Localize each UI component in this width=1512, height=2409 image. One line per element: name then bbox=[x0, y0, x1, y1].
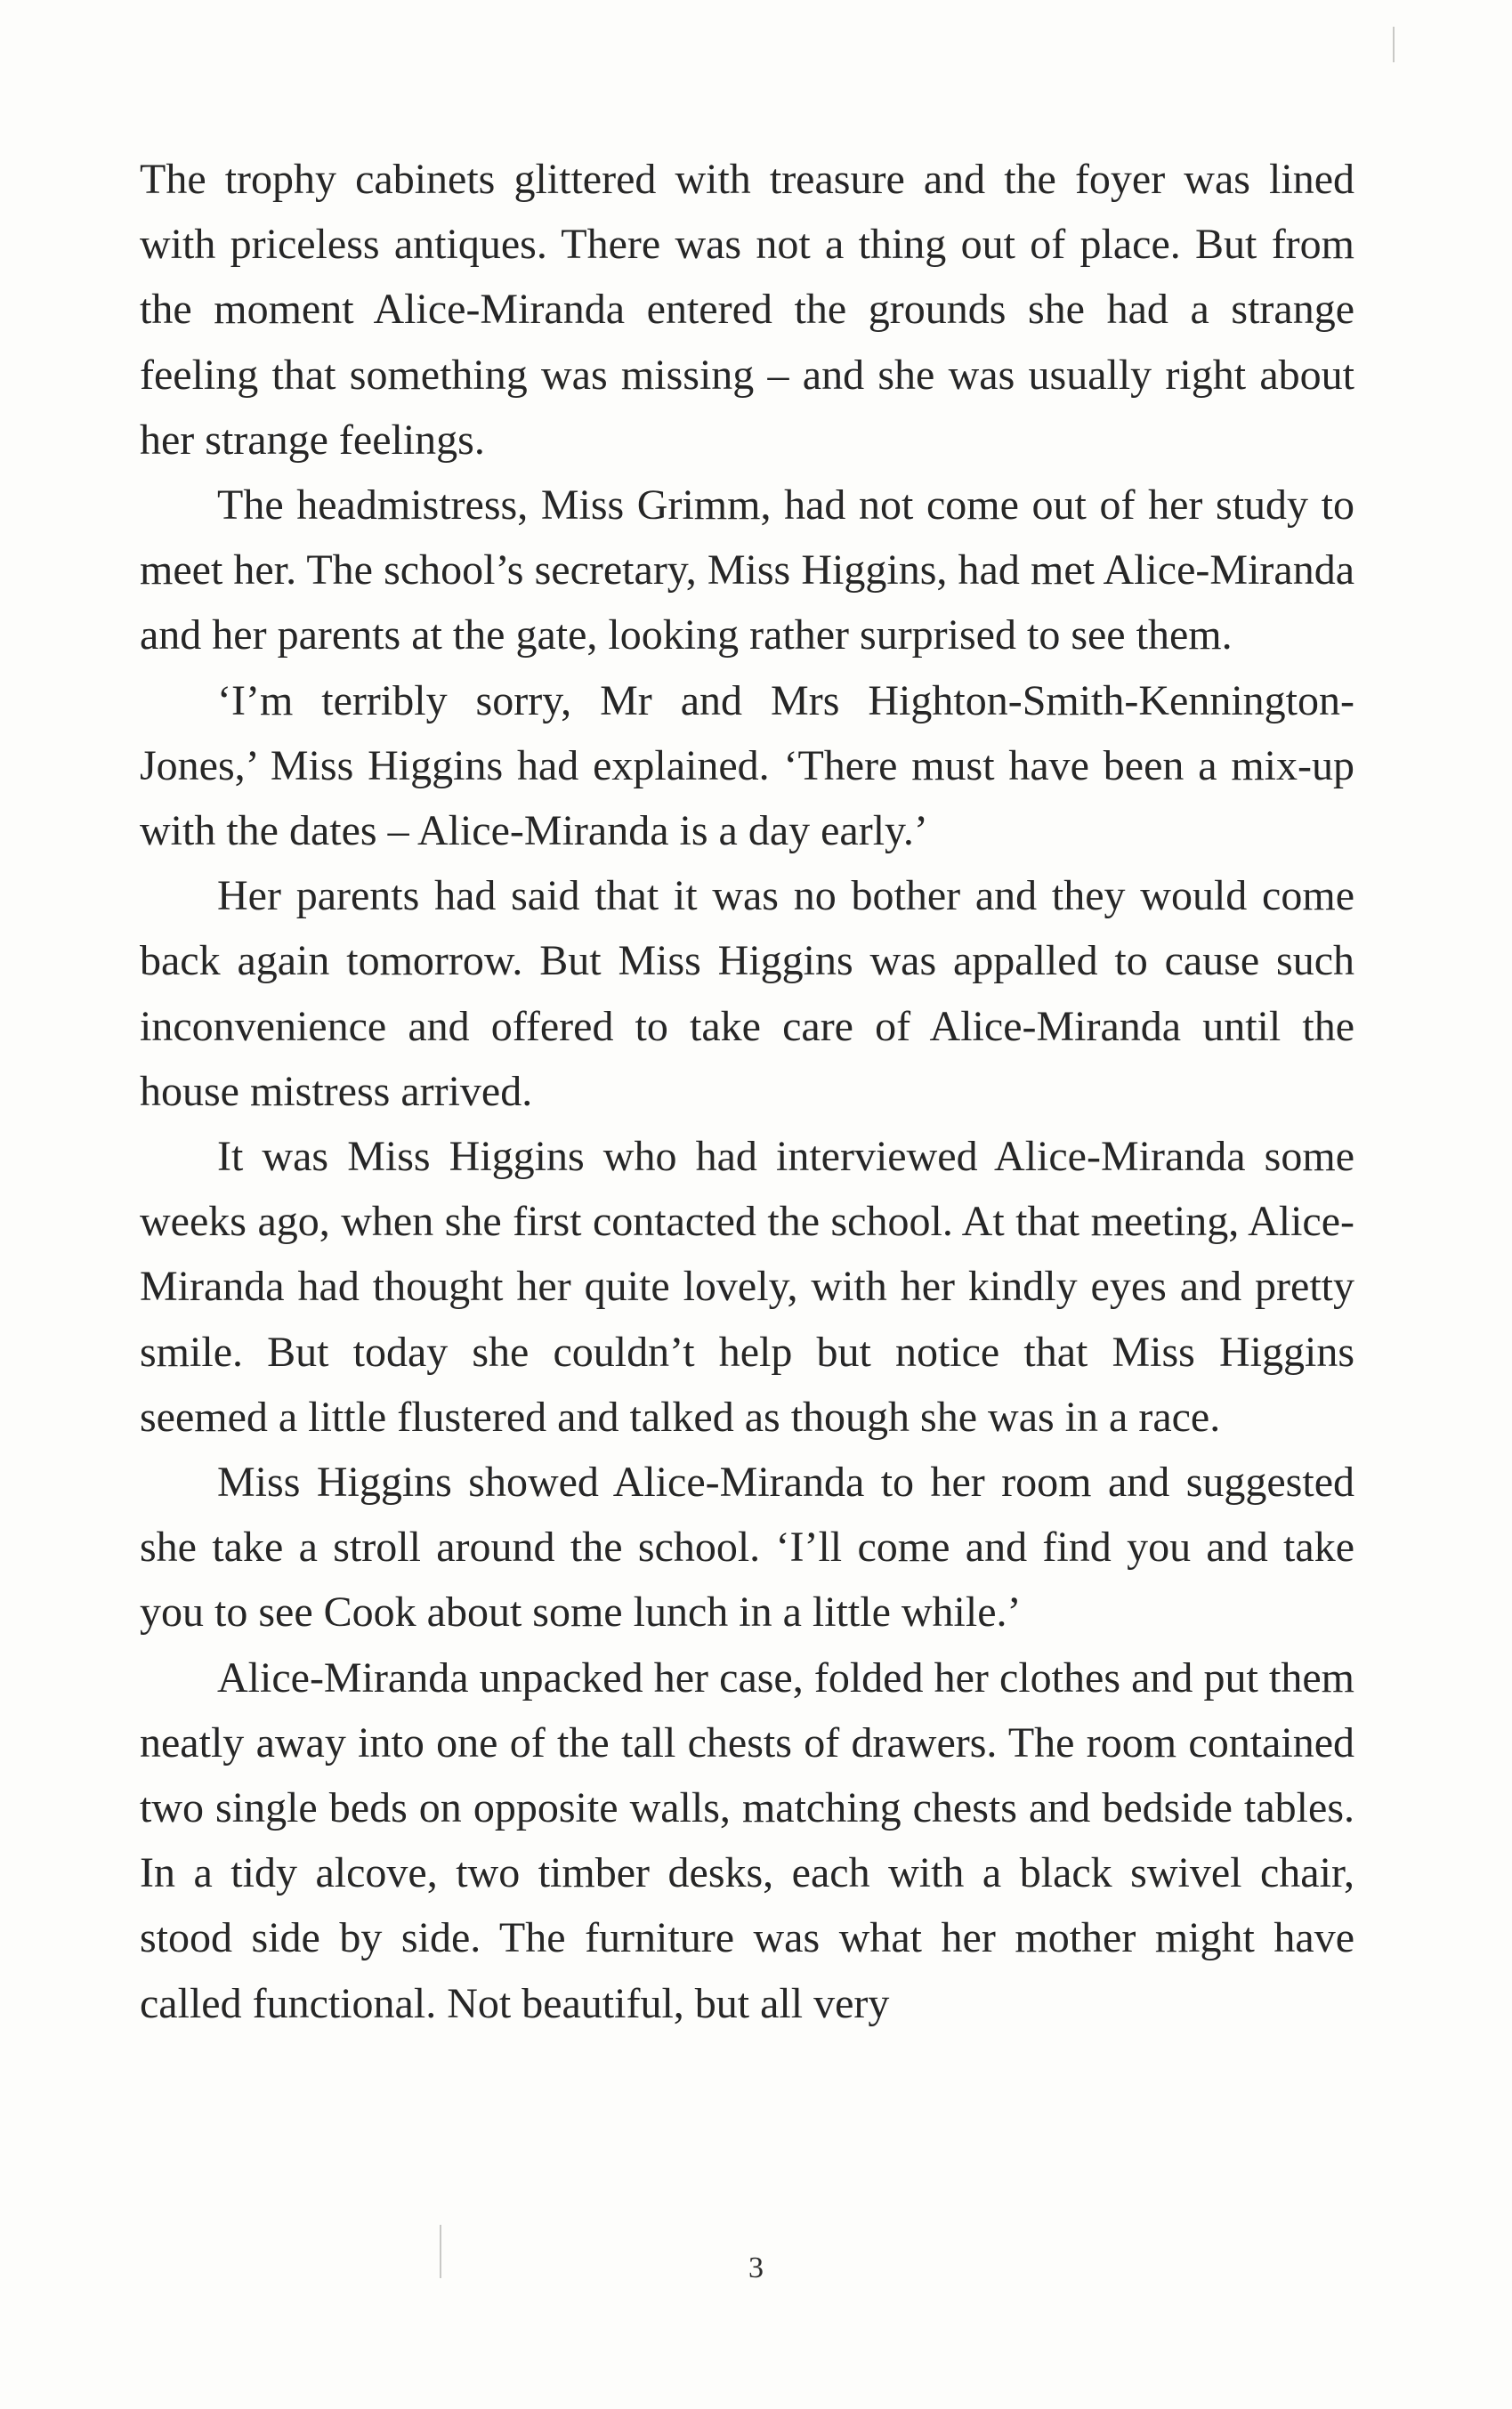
paragraph-4: Her parents had said that it was no bother and they would come back again tomorrow. But Miss Higgins was appalled to cause such inconvenience and offered to take care of Alice-Miranda until the house mistress arrived. bbox=[140, 872, 1354, 1115]
scan-mark-top-right bbox=[1393, 27, 1395, 62]
paragraph-5: It was Miss Higgins who had interviewed Alice-Miranda some weeks ago, when she first contacted the school. At that meeting, Alice-Miranda had thought her quite lovely, with her kindly eyes and pretty smile. But today she couldn’t help but notice that Miss Higgins seemed a little flustered and talked as though she was in a race. bbox=[140, 1133, 1354, 1441]
paragraph-2: The headmistress, Miss Grimm, had not come out of her study to meet her. The school’s secretary, Miss Higgins, had met Alice-Miranda and her parents at the gate, looking rather surprised to see them. bbox=[140, 481, 1354, 659]
body-text bbox=[140, 147, 1354, 2036]
paragraph-1: The trophy cabinets glittered with treasure and the foyer was lined with priceless antiques. There was not a thing out of place. But from the moment Alice-Miranda entered the grounds she had a strange feeling that something was missing – and she was usually right about her strange feelings. bbox=[140, 156, 1354, 464]
paragraph-7: Alice-Miranda unpacked her case, folded her clothes and put them neatly away into one of the tall chests of drawers. The room contained two single beds on opposite walls, matching chests and bedside tables. In a tidy alcove, two timber desks, each with a black swivel chair, stood side by side. The furniture was what her mother might have called functional. Not beautiful, but all very bbox=[140, 1653, 1354, 2027]
paragraph-6: Miss Higgins showed Alice-Miranda to her room and suggested she take a stroll around the school. ‘I’ll come and find you and take you to see Cook about some lunch in a little while.’ bbox=[140, 1459, 1354, 1637]
paragraph-3: ‘I’m terribly sorry, Mr and Mrs Highton-Smith-Kennington-Jones,’ Miss Higgins had explained. ‘There must have been a mix-up with the dates – Alice-Miranda is a day early.’ bbox=[140, 676, 1354, 855]
page-number: 3 bbox=[748, 2251, 764, 2284]
